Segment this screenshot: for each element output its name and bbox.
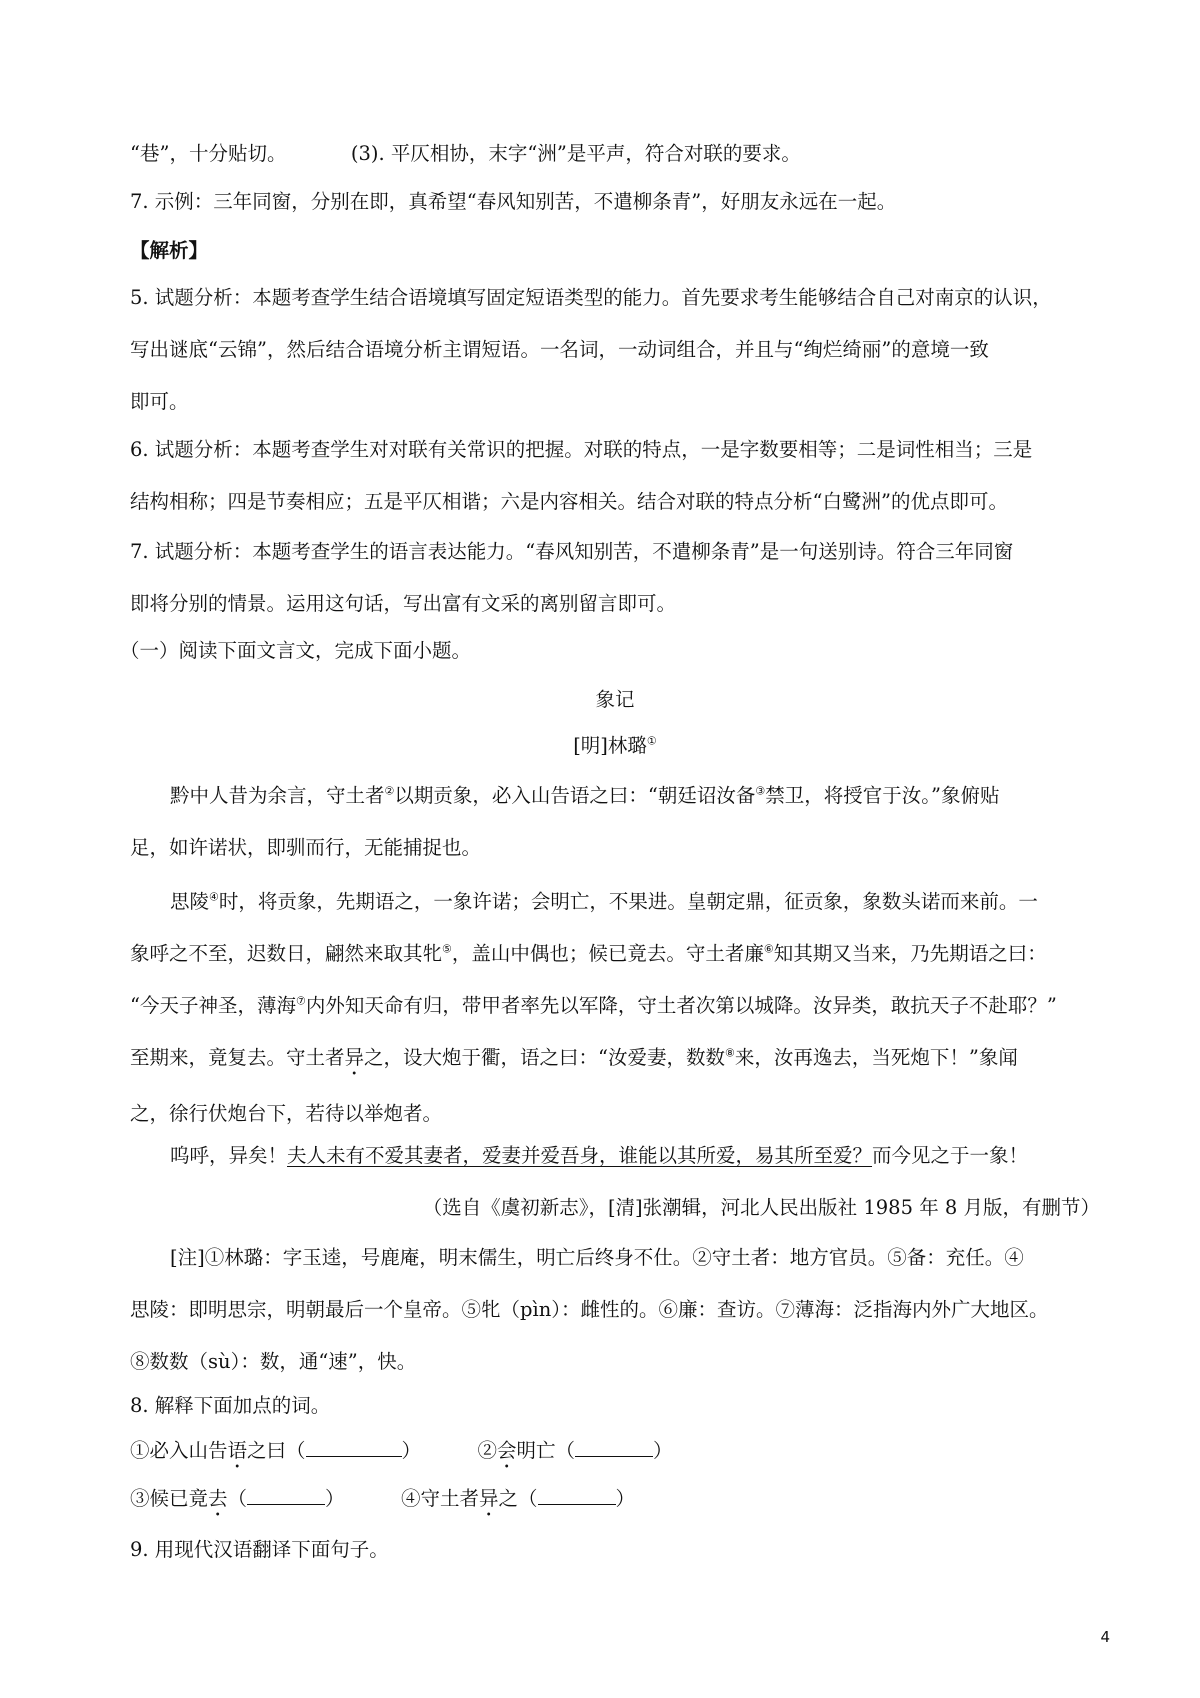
- note-line: ⑧数数（sù）：数，通“速”，快。: [130, 1350, 417, 1373]
- footnote-marker: ⑤: [442, 942, 452, 956]
- analysis-7-line: 7. 试题分析：本题考查学生的语言表达能力。“春风知别苦，不遣柳条青”是一句送别诗。符合三年同窗: [130, 540, 1014, 563]
- text-run: 呜呼，异矣！: [170, 1144, 288, 1167]
- footnote-marker: ⑦: [295, 994, 306, 1008]
- notes: [130, 1232, 1100, 1388]
- author-name: [明]林璐: [573, 734, 647, 757]
- passage-title: 象记: [595, 688, 635, 711]
- footnote-marker: ⑥: [763, 942, 774, 956]
- answer-6-part-a: “巷”，十分贴切。: [130, 142, 287, 165]
- page-number: 4: [1100, 1628, 1110, 1646]
- answer-blank[interactable]: [538, 1486, 616, 1505]
- analysis-5: [130, 272, 1100, 428]
- question-8: 8. 解释下面加点的词。: [130, 1394, 331, 1417]
- answer-7: 7. 示例：三年同窗，分别在即，真希望“春风知别苦，不遣柳条青”，好朋友永远在一起。: [130, 190, 897, 213]
- analysis-5-line: 写出谜底“云锦”，然后结合语境分析主谓短语。一名词，一动词组合，并且与“绚烂绮丽”的意境一致: [130, 338, 989, 361]
- footnote-marker: ②: [384, 784, 395, 798]
- text-run: ）: [325, 1487, 345, 1510]
- text-run: 禁卫，将授官于汝。”象俯贴: [765, 784, 1000, 807]
- answer-6-part-b: (3). 平仄相协，末字“洲”是平声，符合对联的要求。: [350, 142, 801, 165]
- passage-paragraph-2: [130, 876, 1100, 1140]
- text-run: 象呼之不至，迟数日，翩然来取其牝: [130, 942, 443, 965]
- text-run: 以期贡象，必入山告语之曰：“朝廷诏汝备: [394, 784, 756, 807]
- answer-6-continuation: [130, 136, 1100, 172]
- text-run: 黔中人昔为余言，守土者: [170, 784, 385, 807]
- analysis-5-line: 5. 试题分析：本题考查学生结合语境填写固定短语类型的能力。首先要求考生能够结合自己对南京的认识，: [130, 286, 1052, 309]
- text-run: 之曰（: [247, 1439, 306, 1462]
- text-run: ③候已竟: [130, 1487, 209, 1510]
- text-run: 之，设大炮于衢，语之曰：“汝爱妻，数数: [364, 1046, 726, 1069]
- text-run: ④守土者: [400, 1487, 479, 1510]
- answer-blank[interactable]: [247, 1486, 325, 1505]
- text-run: ，盖山中偶也；候已竟去。守土者廉: [451, 942, 764, 965]
- dotted-word: 异: [478, 1487, 499, 1510]
- text-run: 至期来，竟复去。守土者: [130, 1046, 345, 1069]
- analysis-6-line: 结构相称；四是节奏相应；五是平仄相谐；六是内容相关。结合对联的特点分析“白鹭洲”的优点即可。: [130, 490, 1008, 513]
- underlined-sentence: 夫人未有不爱其妻者，爱妻并爱吾身，谁能以其所爱，易其所至爱？: [287, 1144, 873, 1167]
- answer-blank[interactable]: [575, 1438, 653, 1457]
- analysis-7: [130, 526, 1100, 630]
- analysis-5-line: 即可。: [130, 390, 189, 413]
- text-run: ）: [653, 1439, 673, 1462]
- text-run: 时，将贡象，先期语之，一象许诺；会明亡，不果进。皇朝定鼎，征贡象，象数头诺而来前。一: [218, 890, 1038, 913]
- text-run: ）: [401, 1439, 422, 1462]
- text-run: 思陵: [170, 890, 210, 913]
- note-line: 思陵：即明思宗，明朝最后一个皇帝。⑤牝（pìn）：雌性的。⑥廉：查访。⑦薄海：泛指海内外广大地区。: [130, 1298, 1049, 1321]
- footnote-marker: ⑧: [725, 1046, 735, 1060]
- text-line: 之，徐行伏炮台下，若待以举炮者。: [130, 1102, 443, 1125]
- text-run: 知其期又当来，乃先期语之曰：: [773, 942, 1047, 965]
- text-run: ）: [615, 1487, 636, 1510]
- passage-paragraph-1: [130, 770, 1100, 874]
- answer-blank[interactable]: [306, 1438, 402, 1457]
- note-line: [注]①林璐：字玉逵，号鹿庵，明末儒生，明亡后终身不仕。②守土者：地方官员。⑤备：充任。④: [170, 1246, 1024, 1269]
- analysis-heading: 【解析】: [130, 239, 209, 262]
- dotted-word: 语: [227, 1439, 248, 1462]
- analysis-6-line: 6. 试题分析：本题考查学生对对联有关常识的把握。对联的特点，一是字数要相等；二是词性相当；三是: [130, 438, 1033, 461]
- text-run: “今天子神圣，薄海: [130, 994, 296, 1017]
- text-run: 明亡（: [516, 1439, 576, 1462]
- section-intro: （一）阅读下面文言文，完成下面小题。: [120, 639, 472, 662]
- analysis-6: [130, 424, 1100, 528]
- text-run: 来，汝再逸去，当死炮下！”象闻: [734, 1046, 1018, 1069]
- text-line: 足，如许诺状，即驯而行，无能捕捉也。: [130, 836, 482, 859]
- footnote-marker: ③: [755, 784, 766, 798]
- analysis-7-line: 即将分别的情景。运用这句话，写出富有文采的离别留言即可。: [130, 592, 677, 615]
- footnote-marker: ④: [209, 890, 219, 904]
- dotted-word: 去: [208, 1487, 228, 1510]
- text-run: （: [227, 1487, 248, 1510]
- text-run: 之（: [498, 1487, 538, 1510]
- text-run: 内外知天命有归，带甲者率先以军降，守土者次第以城降。汝异类，敢抗天子不赴耶？”: [305, 994, 1057, 1017]
- passage-paragraph-3: [130, 1130, 1100, 1234]
- question-8-row-1: [130, 1433, 1100, 1473]
- dotted-word: 会: [496, 1439, 517, 1462]
- question-9: 9. 用现代汉语翻译下面句子。: [130, 1538, 389, 1561]
- footnote-marker: ①: [646, 734, 657, 748]
- text-run: 而今见之于一象！: [872, 1144, 1029, 1167]
- passage-source: （选自《虞初新志》，[清]张潮辑，河北人民出版社 1985 年 8 月版，有删节）: [422, 1196, 1100, 1219]
- text-run: ②: [477, 1439, 497, 1462]
- dotted-word: 异: [344, 1046, 365, 1069]
- question-8-row-2: [130, 1481, 1100, 1521]
- text-run: ①必入山告: [130, 1439, 228, 1462]
- passage-author: [130, 728, 1100, 764]
